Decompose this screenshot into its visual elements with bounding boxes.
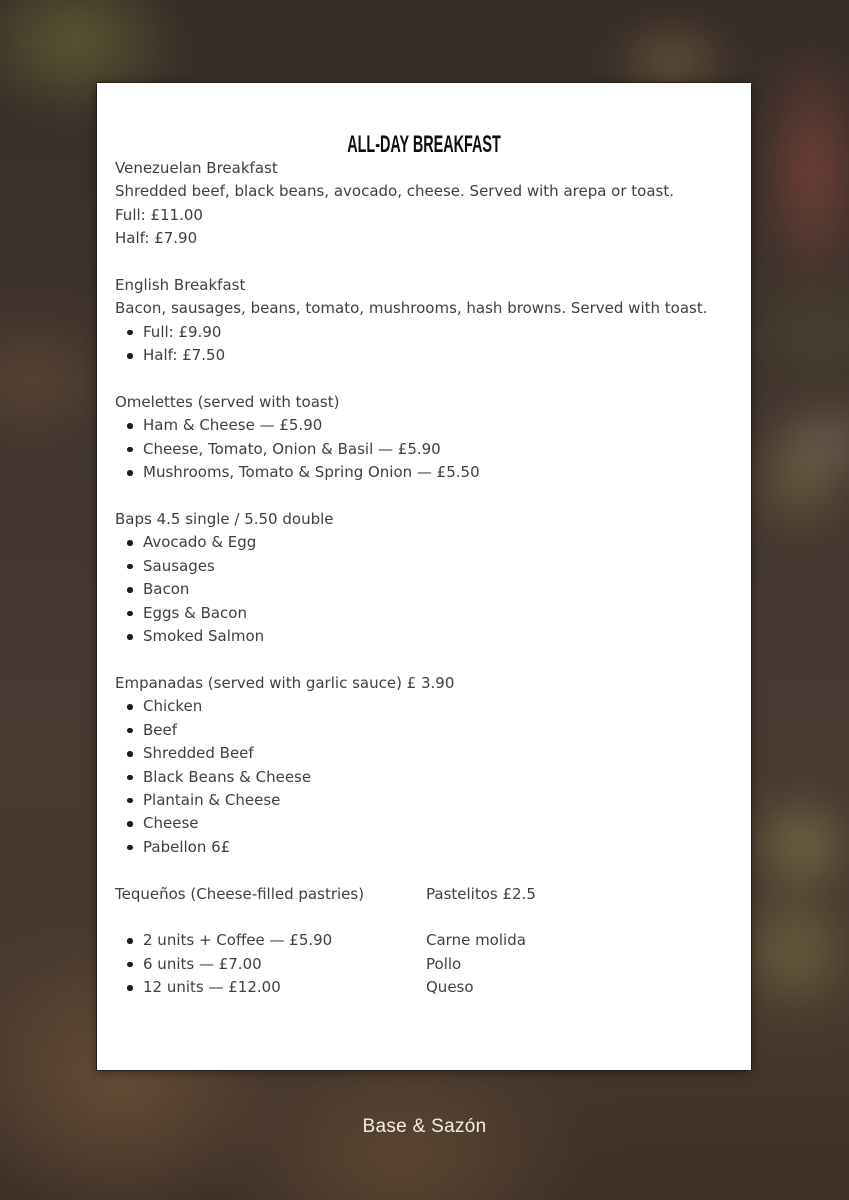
menu-item: Beef (115, 719, 733, 742)
bullet-list (115, 929, 426, 999)
spacer (426, 906, 733, 929)
section-omelettes (115, 391, 733, 485)
menu-item: Chicken (115, 695, 733, 718)
menu-item: Avocado & Egg (115, 531, 733, 554)
menu-item: 2 units + Coffee — £5.90 (115, 929, 426, 952)
section-venezuelan-breakfast (115, 157, 733, 251)
section-english-breakfast (115, 274, 733, 368)
menu-item: Mushrooms, Tomato & Spring Onion — £5.50 (115, 461, 733, 484)
bullet-list (115, 321, 733, 368)
section-description: Shredded beef, black beans, avocado, cheese. Served with arepa or toast. (115, 182, 675, 201)
bullet-list (115, 414, 733, 484)
section-tequenos-pastelitos (115, 883, 733, 1000)
menu-item: Pabellon 6£ (115, 836, 733, 859)
menu-item: Ham & Cheese — £5.90 (115, 414, 733, 437)
menu-title (115, 131, 733, 157)
menu-item: Carne molida (426, 931, 526, 950)
tequenos-column (115, 883, 426, 1000)
menu-item: Plantain & Cheese (115, 789, 733, 812)
menu-item: Pollo (426, 954, 462, 973)
price-line: Half: £7.90 (115, 229, 198, 248)
section-heading: Omelettes (served with toast) (115, 393, 340, 412)
menu-item: Cheese, Tomato, Onion & Basil — £5.90 (115, 438, 733, 461)
menu-item: Bacon (115, 578, 733, 601)
section-heading: Pastelitos £2.5 (426, 884, 536, 903)
brand-footer: Base & Sazón (362, 1116, 487, 1137)
pastelitos-column (426, 883, 733, 1000)
menu-item: Half: £7.50 (115, 344, 733, 367)
menu-card (96, 82, 752, 1071)
spacer (115, 906, 426, 929)
section-heading: Empanadas (served with garlic sauce) £ 3.90 (115, 673, 455, 692)
price-line: Full: £11.00 (115, 205, 203, 224)
menu-item: Queso (426, 978, 474, 997)
section-heading: Venezuelan Breakfast (115, 159, 278, 177)
menu-item: Black Beans & Cheese (115, 766, 733, 789)
menu-item: 6 units — £7.00 (115, 953, 426, 976)
menu-item: Full: £9.90 (115, 321, 733, 344)
menu-item: Shredded Beef (115, 742, 733, 765)
section-heading: Tequeños (Cheese-filled pastries) (115, 884, 365, 903)
menu-item: Smoked Salmon (115, 625, 733, 648)
menu-item: Cheese (115, 812, 733, 835)
section-heading: Baps 4.5 single / 5.50 double (115, 510, 334, 529)
bullet-list (115, 695, 733, 859)
menu-item: Sausages (115, 555, 733, 578)
menu-item: 12 units — £12.00 (115, 976, 426, 999)
section-empanadas (115, 672, 733, 859)
section-heading: English Breakfast (115, 276, 246, 295)
section-baps (115, 508, 733, 648)
menu-title-text: ALL-DAY BREAKFAST (347, 131, 501, 158)
section-description: Bacon, sausages, beans, tomato, mushrooms, hash browns. Served with toast. (115, 299, 708, 318)
menu-item: Eggs & Bacon (115, 602, 733, 625)
bullet-list (115, 531, 733, 648)
